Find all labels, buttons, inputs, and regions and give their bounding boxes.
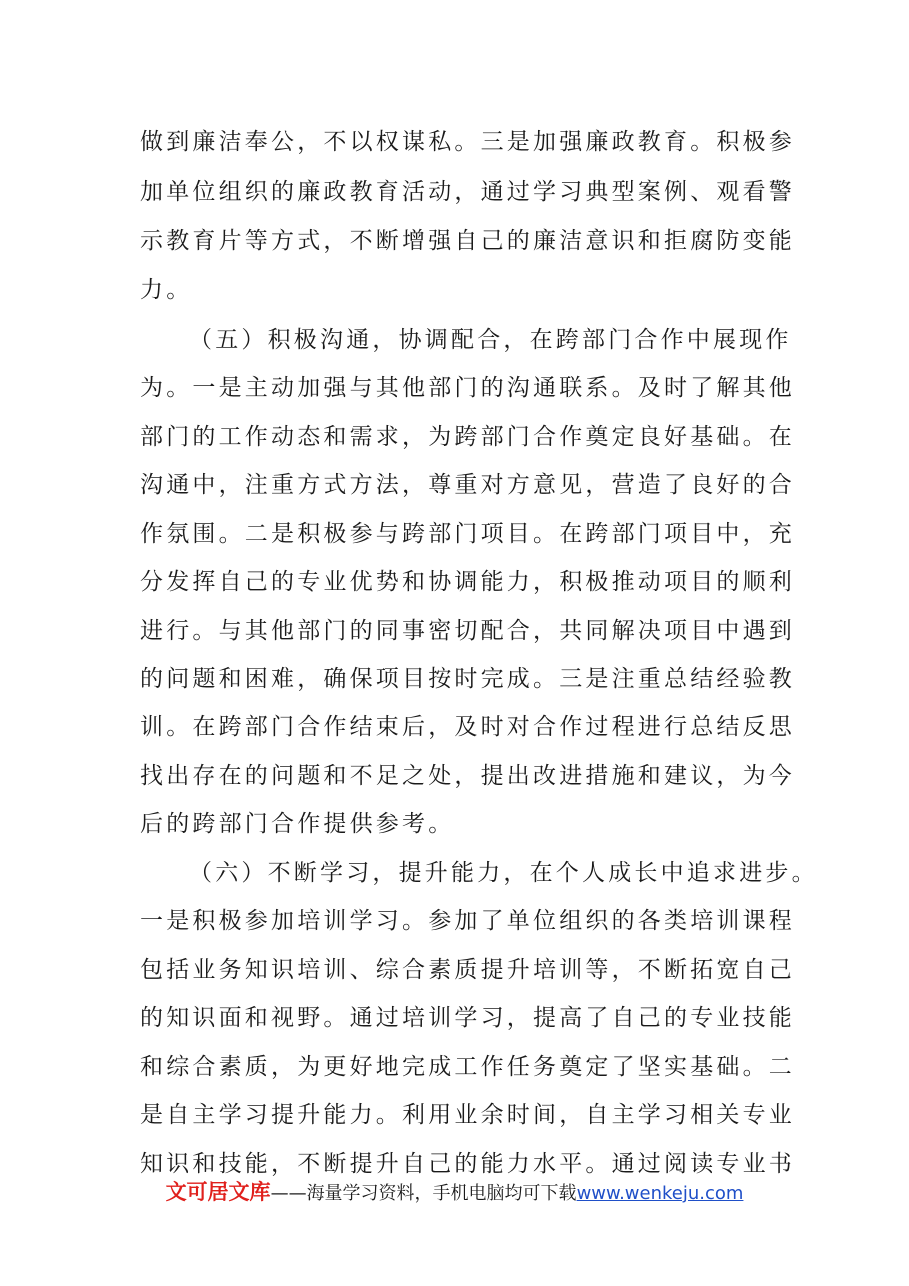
footer-tagline: ——海量学习资料，手机电脑均可下载 <box>270 1183 577 1204</box>
text-line: 找出存在的问题和不足之处，提出改进措施和建议，为今 <box>140 763 795 789</box>
text-line: 知识和技能，不断提升自己的能力水平。通过阅读专业书 <box>140 1151 795 1177</box>
text-line: 一是积极参加培训学习。参加了单位组织的各类培训课程 <box>140 908 795 934</box>
text-line: 和综合素质，为更好地完成工作任务奠定了坚实基础。二 <box>140 1054 795 1080</box>
site-link[interactable]: www.wenkeju.com <box>576 1183 744 1204</box>
text-line: 做到廉洁奉公，不以权谋私。三是加强廉政教育。积极参 <box>140 129 795 155</box>
text-line: 的知识面和视野。通过培训学习，提高了自己的专业技能 <box>140 1005 795 1031</box>
section-heading-6: （六）不断学习，提升能力，在个人成长中追求进步。 <box>189 860 818 886</box>
section-heading-5: （五）积极沟通，协调配合，在跨部门合作中展现作 <box>189 327 792 353</box>
text-line: 为。一是主动加强与其他部门的沟通联系。及时了解其他 <box>140 375 795 401</box>
text-line: 是自主学习提升能力。利用业余时间，自主学习相关专业 <box>140 1102 795 1128</box>
text-line: 包括业务知识培训、综合素质提升培训等，不断拓宽自己 <box>140 957 795 983</box>
text-line: 后的跨部门合作提供参考。 <box>140 811 455 837</box>
page-footer <box>0 1176 909 1206</box>
brand-name: 文可居文库 <box>165 1179 271 1204</box>
text-line: 训。在跨部门合作结束后，及时对合作过程进行总结反思 <box>140 714 795 740</box>
text-line: 力。 <box>140 277 193 303</box>
text-line: 示教育片等方式，不断增强自己的廉洁意识和拒腐防变能 <box>140 228 795 254</box>
text-line: 分发挥自己的专业优势和协调能力，积极推动项目的顺利 <box>140 569 795 595</box>
text-line: 沟通中，注重方式方法，尊重对方意见，营造了良好的合 <box>140 472 795 498</box>
text-line: 部门的工作动态和需求，为跨部门合作奠定良好基础。在 <box>140 424 795 450</box>
text-line: 进行。与其他部门的同事密切配合，共同解决项目中遇到 <box>140 618 795 644</box>
text-line: 作氛围。二是积极参与跨部门项目。在跨部门项目中，充 <box>140 521 795 547</box>
text-line: 的问题和困难，确保项目按时完成。三是注重总结经验教 <box>140 666 795 692</box>
text-line: 加单位组织的廉政教育活动，通过学习典型案例、观看警 <box>140 179 795 205</box>
